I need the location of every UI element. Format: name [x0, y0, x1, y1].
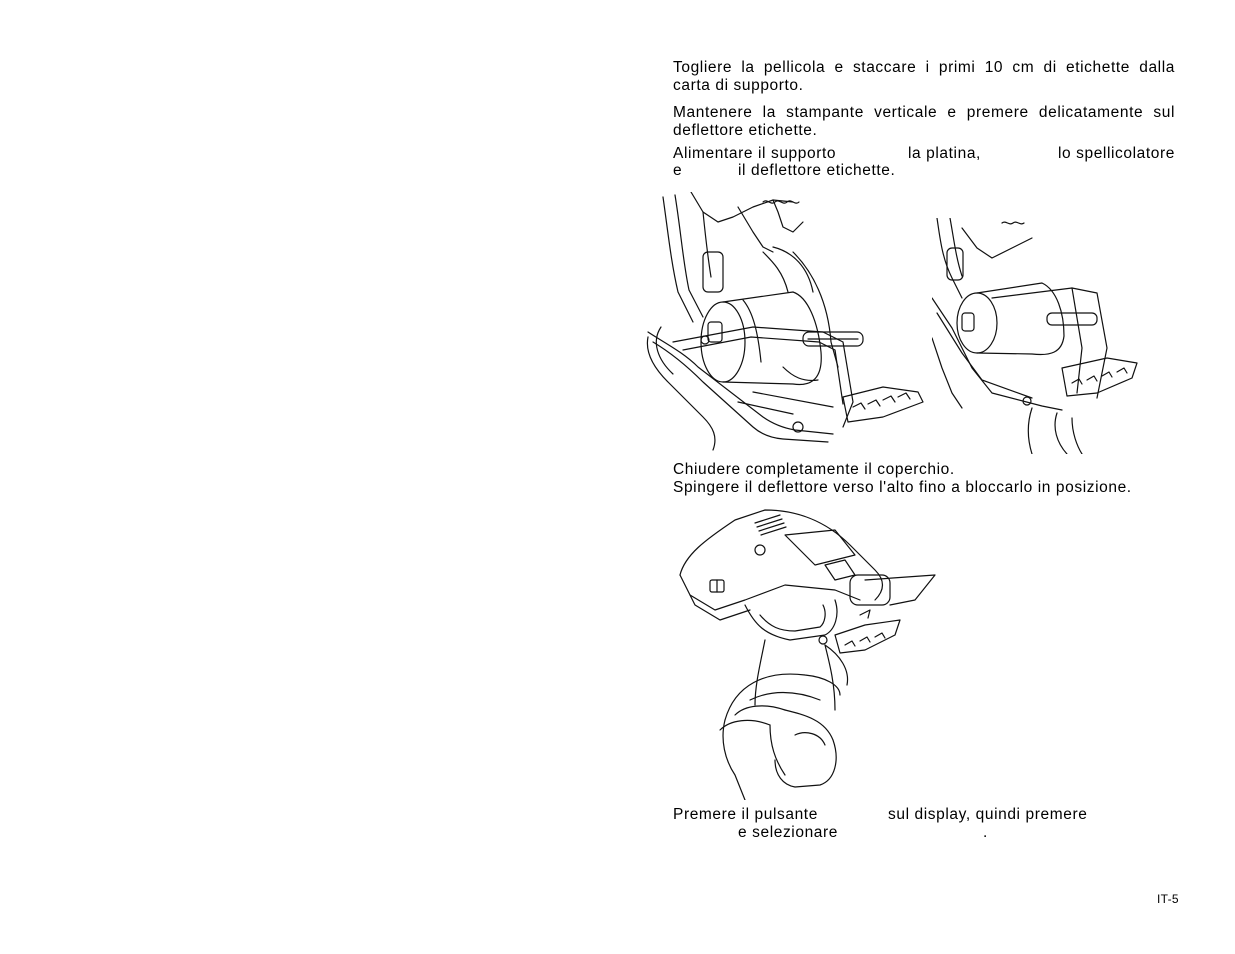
- instruction-line: Mantenere la stampante verticale e premere delicatamente sul: [673, 104, 1175, 121]
- instruction-line: Chiudere completamente il coperchio.: [673, 461, 955, 478]
- instruction-line: carta di supporto.: [673, 77, 804, 94]
- instruction-line: Togliere la pellicola e staccare i primi 10 cm di etichette dalla: [673, 59, 1175, 76]
- instruction-fragment: sul display, quindi premere: [888, 806, 1088, 823]
- instruction-remove-film: [673, 59, 1175, 95]
- page-number: IT-5: [1157, 892, 1179, 906]
- instruction-fragment: il deflettore etichette.: [738, 162, 896, 179]
- closed-printer-illustration: [675, 505, 945, 800]
- instruction-fragment: e selezionare: [738, 824, 838, 841]
- instruction-fragment: la platina,: [908, 145, 981, 162]
- instruction-fragment: Premere il pulsante: [673, 806, 818, 823]
- instruction-feed-media: [673, 145, 1175, 181]
- instruction-fragment: Alimentare il supporto: [673, 145, 837, 162]
- instruction-line: deflettore etichette.: [673, 122, 818, 139]
- instruction-fragment: e: [673, 162, 683, 179]
- instruction-hold-printer: [673, 104, 1175, 140]
- open-printer-illustration-left: [643, 192, 935, 454]
- instruction-fragment: lo spellicolatore: [1057, 145, 1175, 162]
- instruction-fragment: .: [983, 824, 988, 841]
- instruction-line: Spingere il deflettore verso l'alto fino a bloccarlo in posizione.: [673, 479, 1132, 496]
- instruction-close-cover: [673, 461, 1175, 497]
- instruction-press-button: [673, 806, 1175, 842]
- open-printer-illustration-right: [932, 218, 1147, 454]
